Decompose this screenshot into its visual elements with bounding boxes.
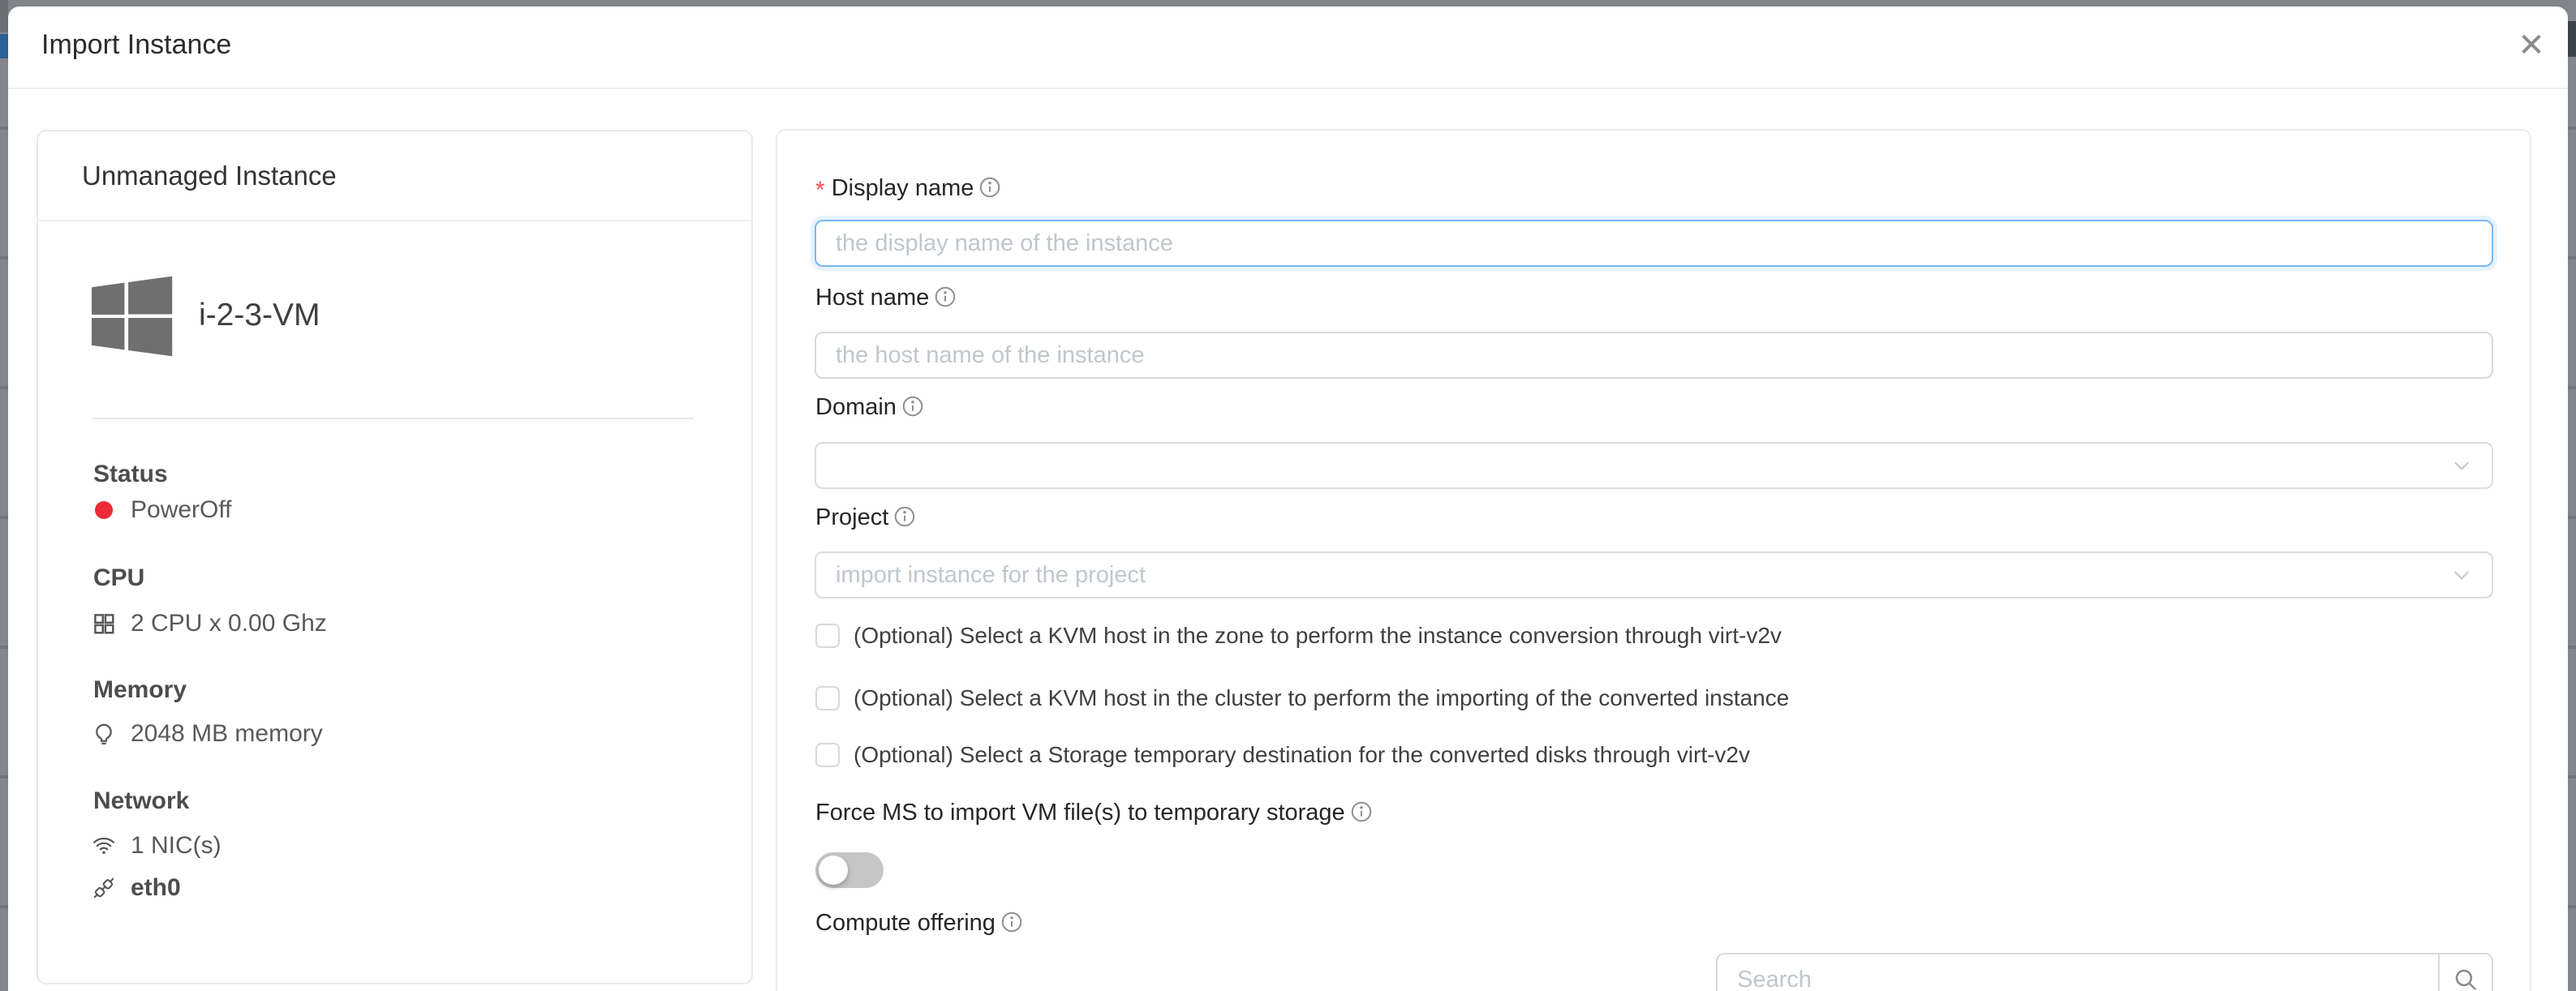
close-button[interactable] (2505, 19, 2557, 71)
cpu-heading: CPU (93, 564, 145, 591)
vm-name: i-2-3-VM (199, 298, 320, 332)
status-value: PowerOff (131, 496, 232, 523)
kvm-cluster-checkbox-label: (Optional) Select a KVM host in the cluster to perform the importing of the converted instance (854, 685, 1790, 710)
memory-row (92, 718, 323, 750)
display-name-label-row (815, 172, 1002, 204)
force-storage-toggle[interactable] (815, 852, 884, 888)
compute-offering-label-row (815, 907, 1024, 939)
info-icon[interactable] (933, 285, 957, 309)
cpu-value: 2 CPU x 0.00 Ghz (131, 610, 327, 637)
memory-value: 2048 MB memory (131, 720, 323, 747)
domain-label: Domain (815, 393, 897, 420)
force-storage-label: Force MS to import VM file(s) to temporary storage (815, 799, 1345, 826)
chevron-down-icon (2449, 563, 2474, 587)
dimmed-background-right (2568, 0, 2576, 991)
project-select[interactable] (815, 551, 2493, 598)
left-card-title: Unmanaged Instance (82, 161, 337, 191)
appstore-grid-icon (92, 611, 116, 636)
kvm-cluster-checkbox-row (815, 682, 1789, 714)
checkbox[interactable] (815, 686, 840, 710)
background-shade-right (2568, 21, 2576, 57)
network-nics-row (92, 830, 221, 862)
checkbox[interactable] (815, 743, 840, 767)
status-row (92, 494, 232, 526)
search-button[interactable] (2438, 955, 2492, 991)
search-input[interactable] (1718, 955, 2438, 991)
network-nics-value: 1 NIC(s) (131, 832, 221, 859)
project-select-placeholder: import instance for the project (836, 561, 1146, 588)
info-icon[interactable] (901, 394, 925, 418)
dimmed-background-left (0, 0, 8, 991)
force-storage-label-row (815, 796, 1374, 829)
network-interface-row (92, 872, 181, 904)
cpu-row (92, 607, 327, 640)
background-shade-left (0, 0, 8, 32)
host-name-input[interactable] (815, 332, 2493, 379)
project-label: Project (815, 504, 889, 530)
toggle-knob (819, 856, 848, 885)
compute-offering-label: Compute offering (815, 909, 996, 936)
kvm-zone-checkbox-row (815, 620, 1782, 652)
display-name-label: Display name (831, 174, 974, 201)
network-interface-value: eth0 (131, 874, 181, 901)
network-heading: Network (93, 787, 190, 814)
info-icon[interactable] (892, 504, 917, 529)
domain-label-row (815, 391, 925, 423)
storage-destination-checkbox-row (815, 739, 1750, 771)
background-accent (0, 34, 8, 58)
checkbox[interactable] (815, 624, 840, 648)
windows-logo-icon (92, 276, 173, 357)
compute-offering-search (1716, 953, 2493, 991)
status-heading: Status (93, 461, 168, 487)
display-name-input[interactable] (815, 220, 2493, 267)
modal-title: Import Instance (41, 29, 232, 60)
status-dot-icon (95, 501, 113, 519)
bulb-icon (92, 722, 116, 746)
memory-heading: Memory (93, 676, 187, 703)
chevron-down-icon (2449, 453, 2474, 478)
project-label-row (815, 501, 917, 534)
search-icon (2452, 966, 2479, 991)
api-plug-icon (92, 876, 116, 900)
info-icon[interactable] (1349, 800, 1374, 824)
kvm-zone-checkbox-label: (Optional) Select a KVM host in the zone to perform the instance conversion through virt-v2v (854, 623, 1782, 648)
close-icon: ✕ (2518, 28, 2545, 63)
info-icon[interactable] (978, 175, 1002, 199)
storage-destination-checkbox-label: (Optional) Select a Storage temporary destination for the converted disks through virt-v2v (854, 742, 1750, 767)
required-asterisk: * (815, 177, 825, 204)
modal-header (8, 6, 2568, 89)
host-name-label-row (815, 281, 957, 314)
info-icon[interactable] (1000, 910, 1024, 934)
divider (92, 418, 694, 419)
domain-select[interactable] (815, 442, 2493, 489)
host-name-label: Host name (815, 284, 930, 311)
wifi-icon (92, 834, 116, 858)
